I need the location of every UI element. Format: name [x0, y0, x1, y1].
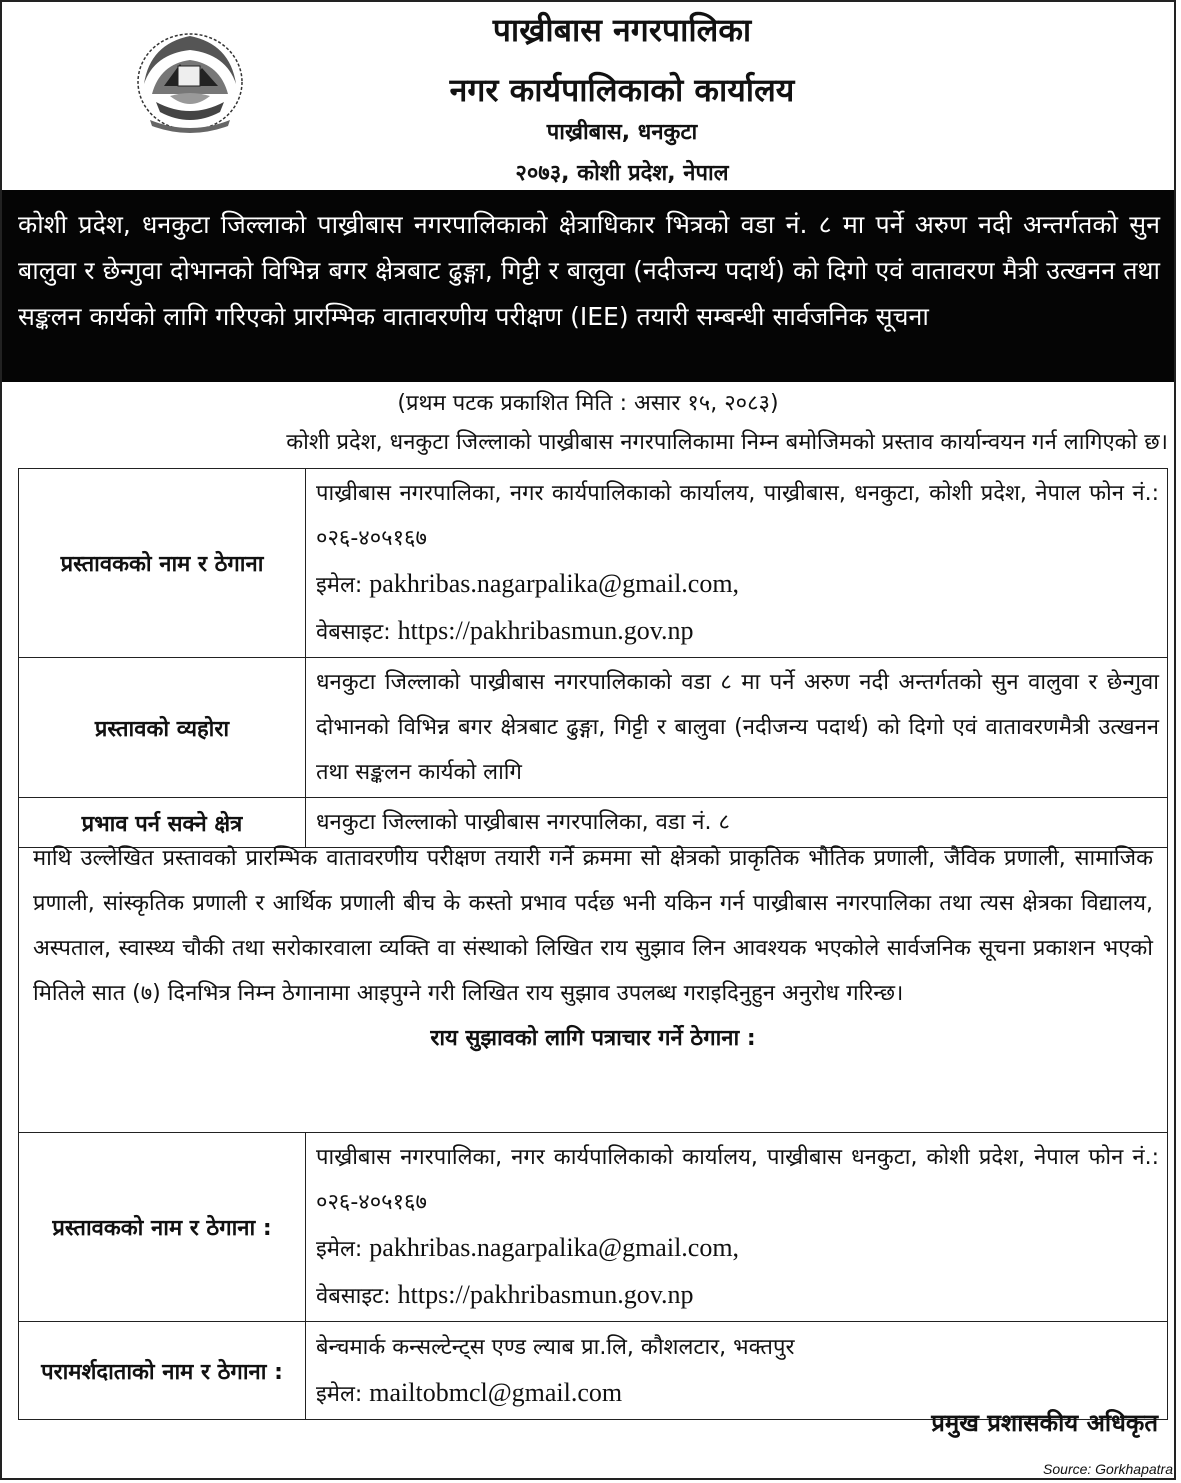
- notice-paragraph: [18, 832, 1168, 1132]
- proponent-email[interactable]: pakhribas.nagarpalika@gmail.com,: [369, 1233, 740, 1262]
- affected-area-label: प्रभाव पर्न सक्ने क्षेत्र: [19, 798, 306, 848]
- email-label: इमेल:: [316, 1237, 363, 1262]
- nepal-government-emblem-icon: [130, 24, 250, 140]
- affected-area-value: धनकुटा जिल्लाको पाख्रीबास नगरपालिका, वडा नं. ८: [306, 798, 1168, 848]
- proponent-details: [306, 1133, 1168, 1322]
- proponent-label: प्रस्तावकको नाम र ठेगाना :: [19, 1133, 306, 1322]
- organization-name: पाख्रीबास नगरपालिका: [492, 11, 752, 49]
- office-address: २०७३, कोशी प्रदेश, नेपाल: [515, 161, 729, 186]
- proponent-address: पाख्रीबास नगरपालिका, नगर कार्यपालिकाको कार्यालय, पाख्रीबास, धनकुटा, कोशी प्रदेश, नेपाल फोन नं.: ०२६-४०५१६७: [316, 481, 1159, 551]
- correspondence-heading: राय सुझावको लागि पत्राचार गर्ने ठेगाना :: [430, 1026, 756, 1051]
- table-row: [19, 658, 1168, 798]
- email-label: इमेल:: [316, 1381, 363, 1407]
- table-row: [19, 1322, 1168, 1420]
- correspondence-table: [18, 1132, 1168, 1420]
- proposal-subject-label: प्रस्तावको व्यहोरा: [19, 658, 306, 798]
- consultant-label: परामर्शदाताको नाम र ठेगाना :: [19, 1322, 306, 1420]
- publication-date: (प्रथम पटक प्रकाशित मिति : असार १५, २०८३): [397, 391, 779, 416]
- table-row: [19, 1133, 1168, 1322]
- email-label: इमेल:: [316, 573, 363, 598]
- proponent-email[interactable]: pakhribas.nagarpalika@gmail.com,: [369, 569, 740, 598]
- proposal-subject-value: धनकुटा जिल्लाको पाख्रीबास नगरपालिकाको वडा ८ मा पर्ने अरुण नदी अन्तर्गतको सुन वालुवा र छेन्गुवा दोभानको विभिन्न बगर क्षेत्रबाट ढुङ्गा, गिट्टी र बालुवा (नदीजन्य पदार्थ) को दिगो एवं वातावरणमैत्री उत्खनन तथा सङ्कलन कार्यको लागि: [306, 658, 1168, 798]
- proponent-website[interactable]: https://pakhribasmun.gov.np: [397, 1280, 694, 1309]
- office-location: पाख्रीबास, धनकुटा: [546, 120, 698, 145]
- consultant-address: बेन्चमार्क कन्सल्टेन्ट्स एण्ड ल्याब प्रा.लि, कौशलटार, भक्तपुर: [316, 1334, 795, 1360]
- proponent-label: प्रस्तावकको नाम र ठेगाना: [19, 469, 306, 658]
- website-label: वेबसाइट:: [316, 1284, 391, 1309]
- office-name: नगर कार्यपालिकाको कार्यालय: [449, 71, 795, 109]
- proponent-details: [306, 469, 1168, 658]
- website-label: वेबसाइट:: [316, 620, 391, 645]
- signatory-title: प्रमुख प्रशासकीय अधिकृत: [931, 1409, 1158, 1437]
- notice-title-banner: कोशी प्रदेश, धनकुटा जिल्लाको पाख्रीबास नगरपालिकाको क्षेत्राधिकार भित्रको वडा नं. ८ मा पर्ने अरुण नदी अन्तर्गतको सुन बालुवा र छेन्गुवा दोभानको विभिन्न बगर क्षेत्रबाट ढुङ्गा, गिट्टी र बालुवा (नदीजन्य पदार्थ) को दिगो एवं वातावरण मैत्री उत्खनन तथा सङ्कलन कार्यको लागि गरिएको प्रारम्भिक वातावरणीय परीक्षण (IEE) तयारी सम्बन्धी सार्वजनिक सूचना: [2, 190, 1174, 382]
- intro-text: कोशी प्रदेश, धनकुटा जिल्लाको पाख्रीबास नगरपालिकामा निम्न बमोजिमको प्रस्ताव कार्यान्वयन गर्न लागिएको छ।: [286, 430, 1168, 455]
- proponent-website[interactable]: https://pakhribasmun.gov.np: [397, 616, 694, 645]
- table-row: [19, 469, 1168, 658]
- consultant-details: [306, 1322, 1168, 1420]
- proponent-address: पाख्रीबास नगरपालिका, नगर कार्यपालिकाको कार्यालय, पाख्रीबास धनकुटा, कोशी प्रदेश, नेपाल फोन नं.: ०२६-४०५१६७: [316, 1145, 1159, 1215]
- proposal-details-table: [18, 468, 1168, 848]
- source-credit: Source: Gorkhapatra: [1043, 1461, 1173, 1477]
- consultant-email[interactable]: mailtobmcl@gmail.com: [369, 1377, 623, 1407]
- notice-body: माथि उल्लेखित प्रस्तावको प्रारम्भिक वातावरणीय परीक्षण तयारी गर्ने क्रममा सो क्षेत्रको प्राकृतिक भौतिक प्रणाली, जैविक प्रणाली, सामाजिक प्रणाली, सांस्कृतिक प्रणाली र आर्थिक प्रणाली बीच के कस्तो प्रभाव पर्दछ भनी यकिन गर्न पाख्रीबास नगरपालिका तथा त्यस क्षेत्रका विद्यालय, अस्पताल, स्वास्थ्य चौकी तथा सरोकारवाला व्यक्ति वा संस्थाको लिखित राय सुझाव लिन आवश्यक भएकोले सार्वजनिक सूचना प्रकाशन भएको मितिले सात (७) दिनभित्र निम्न ठेगानामा आइपुग्ने गरी लिखित राय सुझाव उपलब्ध गराइदिनुहुन अनुरोध गरिन्छ।: [33, 846, 1153, 1006]
